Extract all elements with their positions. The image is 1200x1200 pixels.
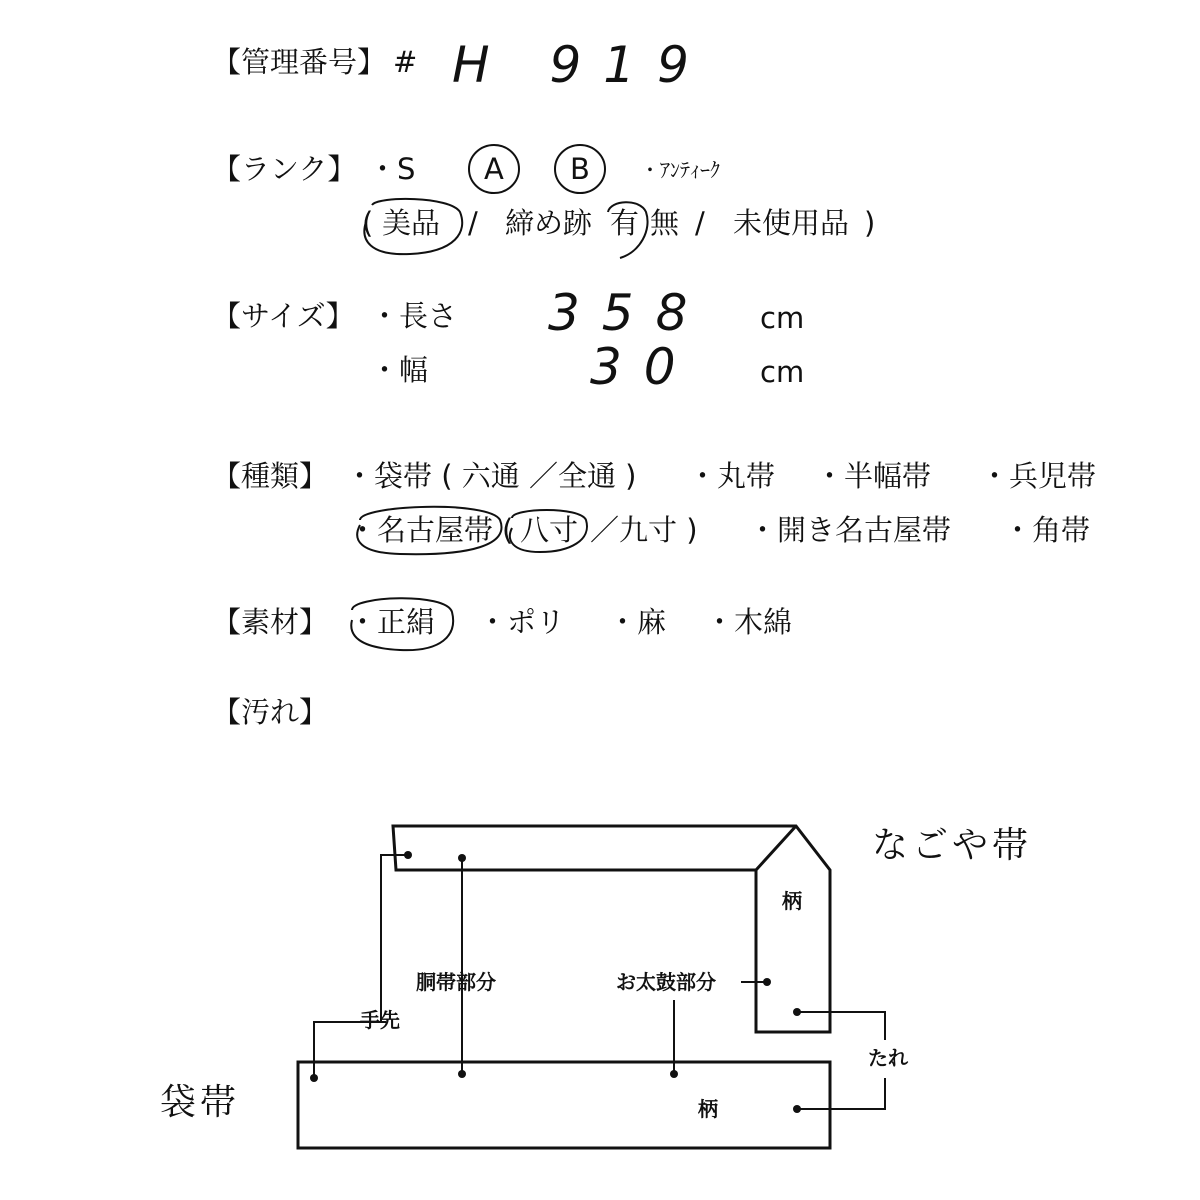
- rank-label: 【ランク】: [212, 152, 357, 186]
- id-label: 【管理番号】: [212, 45, 387, 79]
- tesaki-label: 手先: [360, 1008, 400, 1032]
- rank-option-antique: ・ｱﾝﾃｨｰｸ: [640, 158, 720, 182]
- rank-option-a: A: [484, 152, 504, 186]
- width-unit: cm: [760, 355, 805, 389]
- nagoya-obi-label: なごや帯: [872, 825, 1033, 866]
- size-label: 【サイズ】: [212, 299, 355, 333]
- dot-tare-top: [793, 1008, 801, 1016]
- taiko-label: お太鼓部分: [616, 970, 716, 994]
- material-silk: ・正絹: [348, 605, 436, 639]
- condition-unused: 未使用品: [733, 206, 850, 240]
- type-open-paren: (: [502, 513, 514, 547]
- rank-option-b: B: [570, 152, 590, 186]
- type-hanhaba: ・半幅帯: [815, 459, 932, 493]
- type-label: 【種類】: [212, 459, 329, 493]
- material-poly: ・ポリ: [478, 605, 566, 639]
- tesaki-leader: [381, 855, 408, 1022]
- type-hassun: 八寸: [520, 513, 579, 547]
- rank-option-s: ・S: [368, 152, 416, 186]
- condition-sep1: /: [468, 206, 478, 240]
- fukuro-obi-label: 袋帯: [160, 1082, 241, 1123]
- dot-dobu-top: [458, 854, 466, 862]
- condition-open-paren: (: [362, 206, 374, 240]
- condition-none: 無: [650, 206, 680, 240]
- type-fukuro: ・袋帯 ( 六通 ／全通 ): [345, 459, 637, 493]
- condition-beauty: 美品: [382, 206, 441, 240]
- type-nagoya: ・名古屋帯: [348, 513, 494, 547]
- tare-leader-bottom: [797, 1078, 885, 1109]
- material-hemp: ・麻: [608, 605, 667, 639]
- condition-sep2: /: [695, 206, 705, 240]
- dot-tare-bottom: [793, 1105, 801, 1113]
- length-label: ・長さ: [370, 299, 458, 333]
- stain-label: 【汚れ】: [212, 695, 329, 729]
- dot-tesaki-top: [404, 851, 412, 859]
- dot-tesaki-bottom: [310, 1074, 318, 1082]
- fukuro-obi-shape: [298, 1062, 830, 1148]
- gara-bottom-label: 柄: [698, 1097, 718, 1121]
- material-cotton: ・木綿: [705, 605, 793, 639]
- type-maru: ・丸帯: [688, 459, 776, 493]
- length-value-handwritten: 358: [548, 284, 710, 342]
- id-value-handwritten: H 919: [452, 36, 711, 94]
- nagoya-obi-bend: [756, 826, 796, 870]
- id-hash: #: [393, 45, 418, 79]
- length-unit: cm: [760, 301, 805, 335]
- dobu-label: 胴帯部分: [416, 970, 496, 994]
- material-label: 【素材】: [212, 605, 329, 639]
- gara-top-label: 柄: [782, 889, 802, 913]
- dot-taiko-top: [763, 978, 771, 986]
- condition-close-paren: ): [864, 206, 876, 240]
- width-label: ・幅: [370, 353, 429, 387]
- tare-leader-top: [797, 1012, 885, 1040]
- type-hiraki-nagoya: ・開き名古屋帯: [748, 513, 952, 547]
- type-kyusun: ／九寸 ): [590, 513, 698, 547]
- condition-have: 有: [610, 206, 640, 240]
- dot-dobu-bottom: [458, 1070, 466, 1078]
- dot-taiko-bottom: [670, 1070, 678, 1078]
- type-heko: ・兵児帯: [980, 459, 1097, 493]
- width-value-handwritten: 30: [590, 338, 698, 396]
- tare-label: たれ: [868, 1046, 908, 1070]
- condition-marks: 締め跡: [505, 206, 593, 240]
- type-kaku: ・角帯: [1003, 513, 1091, 547]
